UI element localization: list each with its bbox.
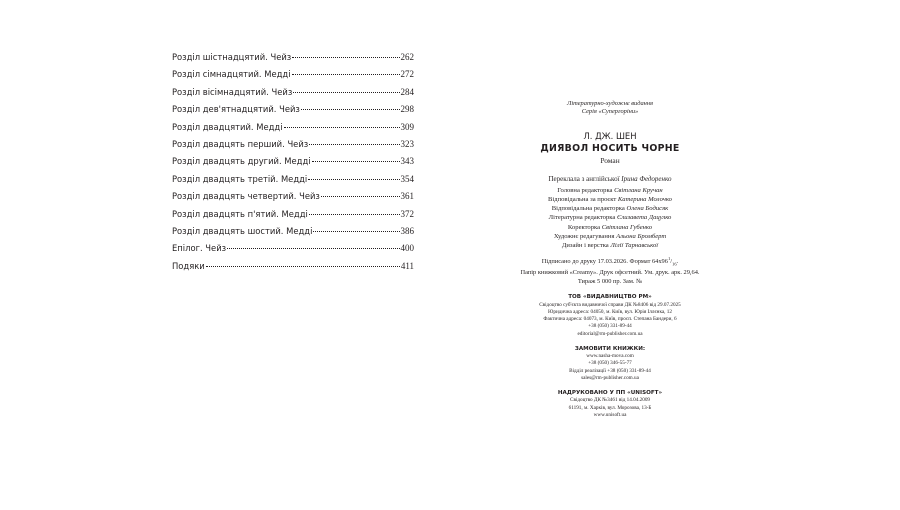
toc-row (172, 226, 414, 243)
toc-title: Розділ вісімнадцятий. Чейз (172, 86, 293, 97)
credit-role: Художнє редагування (553, 232, 615, 240)
toc-title: Подяки (172, 260, 205, 271)
toc-leader-dots (206, 266, 400, 267)
toc-title: Розділ двадцять четвертий. Чейз (172, 191, 320, 202)
toc-leader-dots (309, 144, 399, 145)
author-name: Л. ДЖ. ШЕН (583, 130, 637, 141)
print-specs-line: Папір книжковий «Creamy». Друк офсетний. Ум. друк. арк. 29,64. (520, 269, 700, 277)
toc-row (172, 174, 414, 191)
toc-row (172, 52, 414, 69)
credit-name: Єлизавета Дацулко (616, 214, 672, 222)
toc-title: Розділ двадцятий. Медді (172, 121, 283, 132)
credit-role: Відповідальна редакторка (551, 205, 625, 213)
credit-line (470, 204, 750, 213)
toc-title: Розділ двадцять перший. Чейз (172, 138, 309, 149)
publisher-line: +38 (050) 331-89-44 (588, 323, 632, 330)
credit-line (470, 223, 750, 232)
toc-row (172, 122, 414, 139)
publisher-details (470, 302, 750, 338)
toc-row (172, 104, 414, 121)
toc-row (172, 69, 414, 86)
toc-title: Розділ двадцять п'ятий. Медді (172, 208, 308, 219)
series-line: Серія «Супергоріни» (581, 108, 639, 116)
toc-row (172, 139, 414, 156)
print-specs-line: Тираж 5 000 пр. Зам. № (577, 277, 643, 285)
credit-name: Олена Бодисяк (626, 205, 669, 213)
toc-leader-dots (292, 57, 399, 58)
order-line: +38 (050) 346-55-77 (588, 360, 632, 367)
toc-title: Розділ сімнадцятий. Медді (172, 69, 291, 80)
toc-row (172, 261, 414, 278)
credit-name: Світлана Кручан (614, 186, 663, 194)
credit-name: Альона Бромберт (616, 232, 667, 240)
credit-role: Літературна редакторка (548, 214, 616, 222)
toc-leader-dots (309, 214, 400, 215)
credit-line (470, 195, 750, 204)
credit-role: Коректорка (567, 223, 601, 231)
imprint-page (470, 100, 750, 419)
credit-line (470, 186, 750, 195)
printer-line: www.unisoft.ua (593, 411, 627, 418)
credit-line (470, 241, 750, 250)
print-specs-line: Підписано до друку 17.03.2026. Формат $64х96^1/_{16}$. (541, 256, 679, 267)
printer-heading: НАДРУКОВАНО У ПП «UNISOFT» (557, 390, 663, 397)
toc-page-number: 343 (400, 156, 414, 167)
credit-role: Головна редакторка (557, 186, 613, 194)
printer-details (470, 397, 750, 419)
publisher-line: Юридична адреса: 04050, м. Київ, вул. Юрія Іллєнка, 12 (548, 309, 672, 316)
credit-line (470, 232, 750, 241)
toc-title: Розділ дев'ятнадцятий. Чейз (172, 104, 300, 115)
credit-line (470, 213, 750, 222)
format-fraction-numerator: 1 (667, 256, 671, 262)
toc-title: Епілог. Чейз (172, 243, 227, 254)
toc-page-number: 372 (400, 208, 414, 219)
table-of-contents (172, 52, 414, 278)
publisher-line: editorial@rm-publisher.com.ua (577, 330, 643, 337)
printer-line: 61191, м. Харків, вул. Морозова, 13-Б (568, 404, 652, 411)
toc-page-number: 354 (400, 173, 414, 184)
toc-page-number: 309 (400, 121, 414, 132)
toc-page-number: 386 (400, 225, 414, 236)
genre-line: Літературно-художнє видання (567, 100, 653, 107)
toc-leader-dots (293, 92, 399, 93)
toc-leader-dots (308, 179, 399, 180)
toc-leader-dots (313, 231, 399, 232)
translator-label: Переклала з англійської (548, 174, 620, 183)
credit-name: Лілії Тарнавської (610, 242, 659, 250)
toc-leader-dots (312, 161, 400, 162)
toc-page-number: 361 (400, 191, 414, 202)
book-subtitle: Роман (600, 155, 620, 165)
toc-row (172, 209, 414, 226)
printer-line: Свідоцтво ДК №3461 від 14.04.2009 (569, 397, 651, 404)
book-title: ДИЯВОЛ НОСИТЬ ЧОРНЕ (540, 142, 680, 154)
order-line: www.nasha-mova.com (586, 353, 634, 360)
order-heading: ЗАМОВИТИ КНИЖКИ: (574, 345, 646, 352)
format-fraction-denominator: 16 (672, 261, 677, 267)
translator-line (470, 174, 750, 184)
toc-page-number: 411 (400, 260, 414, 271)
toc-row (172, 156, 414, 173)
toc-leader-dots (301, 109, 400, 110)
toc-row (172, 243, 414, 260)
toc-title: Розділ двадцять третій. Медді (172, 173, 308, 184)
publisher-line: Фактична адреса: 04073, м. Київ, просп. Степана Бандери, 6 (543, 316, 677, 323)
credits-list (470, 186, 750, 250)
order-details (470, 353, 750, 382)
publisher-line: Свідоцтво суб'єкта видавничої справи ДК №8406 від 29.07.2025 (539, 301, 681, 308)
toc-leader-dots (227, 248, 399, 249)
toc-row (172, 87, 414, 104)
toc-page-number: 272 (400, 69, 414, 80)
order-line: Відділ реалізації +38 (050) 331-89-44 (569, 367, 651, 374)
print-specs (470, 255, 750, 286)
credit-role: Дизайн і верстка (561, 242, 609, 250)
credit-name: Світлана Губенко (601, 223, 653, 231)
toc-page-number: 323 (400, 138, 414, 149)
toc-page-number: 400 (400, 243, 414, 254)
credit-name: Катерина Молочко (617, 196, 672, 204)
publisher-heading: ТОВ «ВИДАВНИЦТВО РМ» (568, 294, 652, 301)
translator-name: Ірина Федоренко (621, 174, 672, 183)
toc-title: Розділ шістнадцятий. Чейз (172, 52, 292, 62)
toc-page-number: 298 (400, 104, 414, 115)
toc-page-number: 262 (400, 52, 414, 62)
toc-title: Розділ двадцять другий. Медді (172, 156, 311, 167)
toc-title: Розділ двадцять шостий. Медді (172, 225, 313, 236)
toc-leader-dots (284, 127, 400, 128)
toc-leader-dots (321, 196, 400, 197)
toc-leader-dots (292, 74, 400, 75)
credit-role: Відповідальна за проєкт (548, 196, 617, 204)
toc-page-number: 284 (400, 86, 414, 97)
toc-row (172, 191, 414, 208)
order-line: sales@rm-publisher.com.ua (581, 374, 639, 381)
